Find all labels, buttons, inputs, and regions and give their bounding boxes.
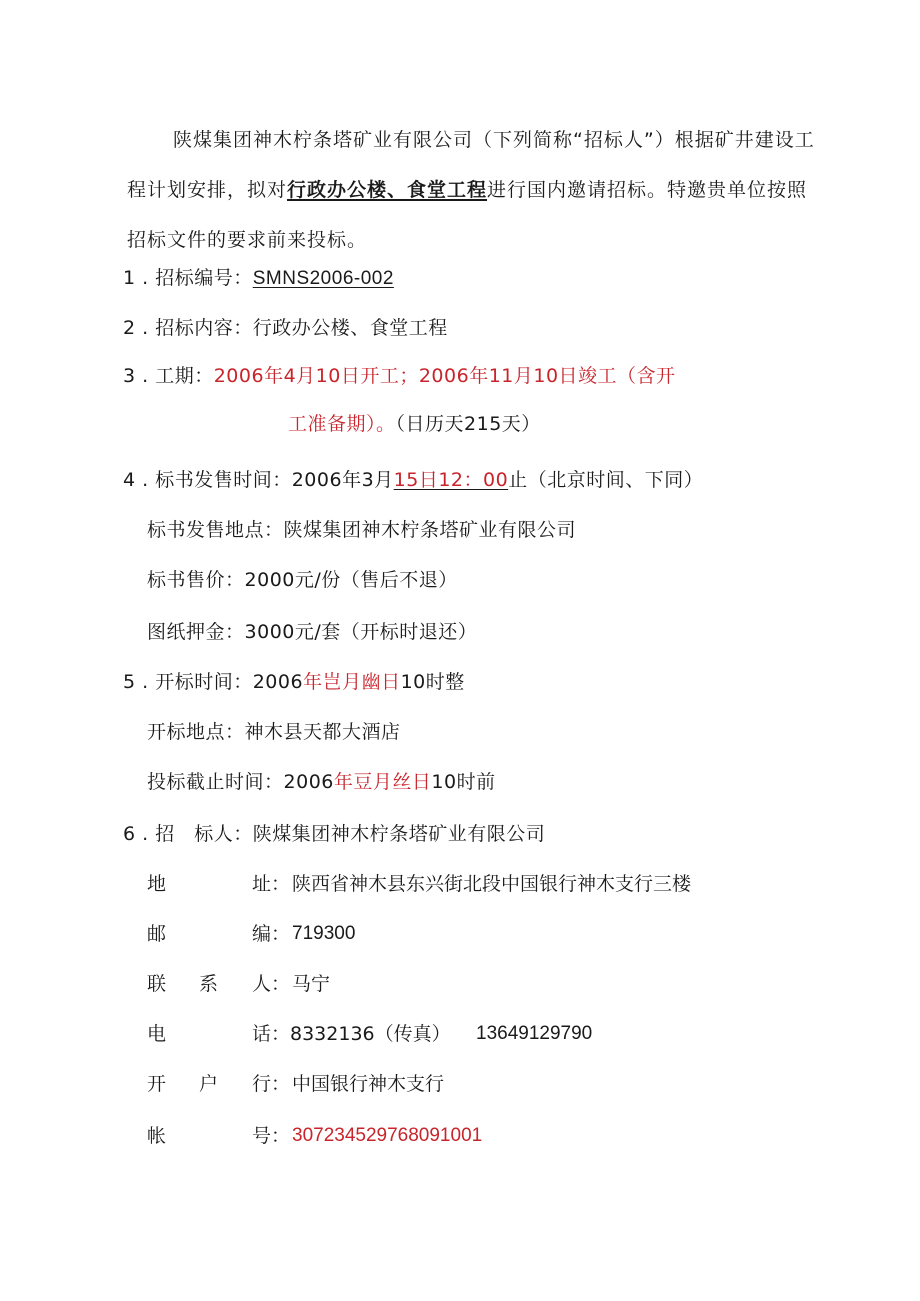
construction-period-cont: 工准备期）。 <box>288 413 396 435</box>
item-3-label: 3 . 工期： <box>123 365 214 387</box>
zip-label-1: 邮 <box>147 923 167 945</box>
item-6 <box>123 822 545 846</box>
phone-value: 8332136（传真） <box>290 1023 451 1045</box>
bank-label-2: 行： <box>252 1073 291 1095</box>
opening-date: 年岂月幽日 <box>303 671 401 693</box>
tenderer: 陕煤集团神木柠条塔矿业有限公司 <box>252 823 546 845</box>
price-label: 标书售价： <box>147 569 245 591</box>
address-label-2: 址： <box>252 873 291 895</box>
tender-content: 行政办公楼、食堂工程 <box>252 317 448 339</box>
address-label-1: 地 <box>147 873 167 895</box>
bank-label-1b: 户 <box>199 1073 219 1095</box>
sale-place-label: 标书发售地点： <box>147 519 284 541</box>
tender-number: SMNS2006-002 <box>252 268 394 289</box>
item-4b <box>147 518 576 542</box>
contact-label-1b: 系 <box>199 973 219 995</box>
address-value: 陕西省神木县东兴街北段中国银行神木支行三楼 <box>292 873 692 895</box>
account-label-1: 帐 <box>147 1125 167 1147</box>
price: 2000元/份（售后不退） <box>244 569 458 591</box>
construction-period: 2006年4月10日开工；2006年11月10日竣工（含开 <box>213 365 676 387</box>
item-4c <box>147 568 458 592</box>
bank-value: 中国银行神木支行 <box>292 1073 445 1095</box>
sale-time-pre: 2006年3月 <box>291 469 394 491</box>
item-2 <box>123 316 448 340</box>
deposit-label: 图纸押金： <box>147 621 245 643</box>
item-4d <box>147 620 477 644</box>
opening-hour: 10时整 <box>400 671 465 693</box>
item-2-label: 2 . 招标内容： <box>123 317 253 339</box>
deadline-label: 投标截止时间： <box>147 771 284 793</box>
item-1-label: 1 . 招标编号： <box>123 267 253 289</box>
mobile-value: 13649129790 <box>476 1023 593 1044</box>
sale-time: 15日12：00 <box>393 469 509 491</box>
item-3 <box>123 364 676 388</box>
intro-text-1: 陕煤集团神木柠条塔矿业有限公司（下列简称“招标人”）根据矿井建设工程计划安排，拟对 <box>127 129 815 201</box>
account-value: 307234529768091001 <box>292 1125 483 1146</box>
zip-value: 719300 <box>292 923 356 944</box>
item-4 <box>123 468 703 492</box>
intro-text-2: 进行国内邀请招标。特邀贵单位按照招标文件的要求前来投标。 <box>127 179 808 251</box>
project-name: 行政办公楼、食堂工程 <box>287 179 488 201</box>
opening-place-label: 开标地点： <box>147 721 245 743</box>
contact-label-2: 人： <box>252 973 291 995</box>
sale-time-post: 止（北京时间、下同） <box>508 469 704 491</box>
deadline-date: 年豆月丝日 <box>333 771 432 793</box>
zip-label-2: 编： <box>252 923 291 945</box>
item-4-label: 4 . 标书发售时间： <box>123 469 292 491</box>
deadline-year: 2006 <box>283 771 334 793</box>
item-5b <box>147 720 401 744</box>
contact-label-1: 联 <box>147 973 167 995</box>
bank-label-1: 开 <box>147 1073 167 1095</box>
phone-label-1: 电 <box>147 1023 167 1045</box>
opening-place: 神木县天都大酒店 <box>244 721 401 743</box>
phone-label-2: 话： <box>252 1023 291 1045</box>
intro-paragraph <box>127 115 827 265</box>
sale-place: 陕煤集团神木柠条塔矿业有限公司 <box>283 519 577 541</box>
item-6-label: 6 . 招 标人： <box>123 823 253 845</box>
item-3-cont <box>288 412 541 436</box>
deposit: 3000元/套（开标时退还） <box>244 621 478 643</box>
account-label-2: 号： <box>252 1125 291 1147</box>
opening-year: 2006 <box>252 671 304 693</box>
deadline-hour: 10时前 <box>431 771 496 793</box>
item-1 <box>123 266 394 291</box>
calendar-days: （日历天215天） <box>395 413 541 435</box>
contact-value: 马宁 <box>292 973 331 995</box>
item-5-label: 5 . 开标时间： <box>123 671 253 693</box>
item-5 <box>123 670 465 694</box>
item-5c <box>147 770 496 794</box>
